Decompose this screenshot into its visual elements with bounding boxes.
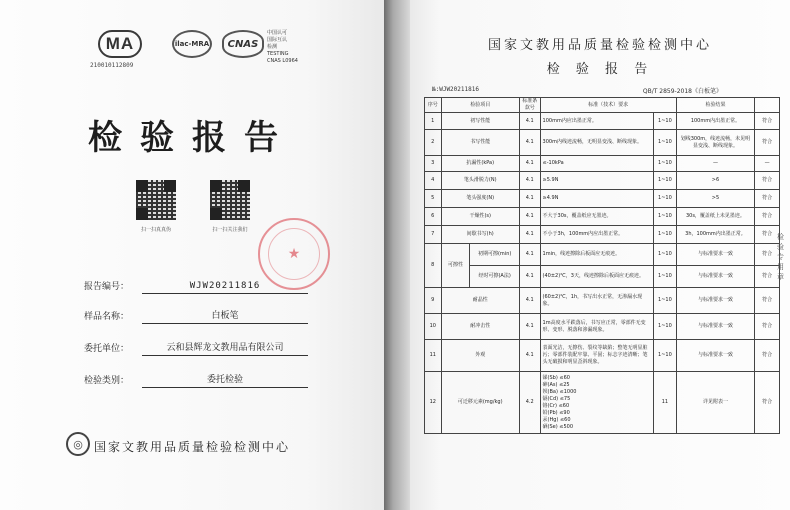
table-cell: 表面光洁，无擦伤、裂纹等缺陷；整笔无明显脏污；零部件装配牢靠、平固；标志字迹清晰；笔头无破损和明显歪斜现象。 (540, 340, 654, 372)
table-row (425, 208, 780, 226)
table-cell: 与标准要求一致 (676, 288, 754, 314)
table-cell: 不小于3h，100mm内应出墨正常。 (540, 226, 654, 244)
table-cell: 间歇书写(h) (441, 226, 519, 244)
field-value: 委托检验 (142, 372, 308, 388)
table-cell: 符合 (755, 113, 780, 130)
table-cell: 符合 (755, 314, 780, 340)
table-cell: 与标准要求一致 (676, 244, 754, 266)
ilac-mra-logo (172, 30, 214, 58)
table-row (425, 340, 780, 372)
table-cell: 4.1 (519, 156, 540, 172)
table-header-row (425, 98, 780, 113)
report-cover-page (0, 0, 384, 510)
book-gutter (384, 0, 410, 510)
table-row (425, 314, 780, 340)
table-cell: 10 (425, 314, 442, 340)
table-cell: 300m内线迹流畅，无明显变浅、断线现象。 (540, 130, 654, 156)
qr-code-icon[interactable] (210, 180, 250, 220)
cma-logo (90, 30, 154, 69)
table-cell: 4.1 (519, 244, 540, 266)
table-cell: 1~10 (654, 208, 677, 226)
report-title: 检 验 报 告 (546, 62, 654, 77)
table-cell: 书写性能 (441, 130, 519, 156)
red-inspection-seal-icon: ★ (258, 218, 330, 290)
table-cell: 可迁移元素(mg/kg) (441, 372, 519, 434)
center-seal-icon: ◎ (66, 432, 90, 456)
report-detail-page (410, 0, 790, 510)
table-cell: 1~10 (654, 156, 677, 172)
table-cell: 符合 (755, 244, 780, 266)
table-cell: 1m高度水平跌落后，书写应正常，零部件无变形、变形、脱落和渗漏现象。 (540, 314, 654, 340)
table-row (425, 190, 780, 208)
table-cell: 笔头强度(N) (441, 190, 519, 208)
table-cell: 1 (425, 113, 442, 130)
table-cell: 符合 (755, 172, 780, 190)
table-row (425, 156, 780, 172)
table-cell: 符合 (755, 288, 780, 314)
side-stamp-mark: 检 验 专 用 章 (777, 233, 784, 281)
table-cell: 与标准要求一致 (676, 266, 754, 288)
cnas-mark: CNAS (222, 30, 264, 58)
table-cell: 4.1 (519, 314, 540, 340)
table-cell: 4.1 (519, 340, 540, 372)
report-org-header: 国家文教用品质量检验检测中心 (487, 38, 712, 53)
table-cell: 30s，覆盖纸上未见墨迹。 (676, 208, 754, 226)
table-cell: >6 (676, 172, 754, 190)
table-cell: ≥4.9N (540, 190, 654, 208)
table-cell: 详见附表一 (676, 372, 754, 434)
table-cell: 4.1 (519, 208, 540, 226)
table-cell: 7 (425, 226, 442, 244)
table-cell: ≤-10kPa (540, 156, 654, 172)
field-client (84, 338, 308, 356)
table-cell: 符合 (755, 340, 780, 372)
element-limit: 砷(As) ≤25 (542, 381, 570, 388)
report-standard: QB/T 2859-2018《白板笔》 (642, 88, 722, 95)
qr-caption: 扫一扫关注我们 (212, 227, 248, 233)
field-label: 报告编号： (84, 282, 130, 292)
table-cell: 符合 (755, 266, 780, 288)
table-cell: (40±2)℃，3天，线迹擦除后板面应无痕迹。 (540, 266, 654, 288)
qr-code-icon[interactable] (136, 180, 176, 220)
table-cell: 抗漏性(kPa) (441, 156, 519, 172)
col-header: 检验项目 (441, 98, 519, 113)
table-cell: 12 (425, 372, 442, 434)
col-header (755, 98, 780, 113)
table-cell: 11 (425, 340, 442, 372)
qr-follow[interactable] (200, 180, 260, 233)
field-value: 云和县辉龙文教用品有限公司 (142, 340, 308, 356)
cnas-caption: 中国认可 国际互认 检测 TESTING CNAS L0964 (267, 30, 298, 64)
table-cell: 耐晶性 (441, 288, 519, 314)
table-cell: 1~10 (654, 288, 677, 314)
table-cell: 5 (425, 190, 442, 208)
field-inspection-type (84, 370, 308, 388)
table-cell: 划线300m，线迹流畅，未见明显变浅、断线现象。 (676, 130, 754, 156)
field-value: 白板笔 (142, 308, 308, 324)
table-cell: 1~10 (654, 190, 677, 208)
cover-footer-org: 国家文教用品质量检验检测中心 (94, 440, 291, 454)
table-row (425, 130, 780, 156)
table-cell: 4.2 (519, 372, 540, 434)
table-cell: 可擦性 (441, 244, 470, 288)
table-cell: 11 (654, 372, 677, 434)
table-row (425, 172, 780, 190)
field-label: 检验类别： (84, 376, 130, 386)
field-label: 委托单位： (84, 344, 130, 354)
table-cell: 初写性能 (441, 113, 519, 130)
table-cell: 1~10 (654, 340, 677, 372)
col-header: 标准条款号 (519, 98, 540, 113)
table-cell: >5 (676, 190, 754, 208)
ilac-mark: ilac-MRA (172, 30, 212, 58)
table-cell: 1~10 (654, 172, 677, 190)
table-cell: 2 (425, 130, 442, 156)
table-cell: 4.1 (519, 190, 540, 208)
table-cell: 符合 (755, 130, 780, 156)
element-limit: 硒(Se) ≤500 (542, 423, 574, 430)
table-row (425, 226, 780, 244)
table-cell: 1~10 (654, 244, 677, 266)
table-cell: 3 (425, 156, 442, 172)
table-cell: 4 (425, 172, 442, 190)
col-header: 序号 (425, 98, 442, 113)
table-cell (540, 372, 654, 434)
table-cell: 外观 (441, 340, 519, 372)
cnas-logo (222, 30, 332, 65)
table-cell: 符合 (755, 190, 780, 208)
table-cell: 1~10 (654, 113, 677, 130)
table-cell: 100mm内应出墨正常。 (540, 113, 654, 130)
field-label: 样品名称： (84, 312, 130, 322)
report-number: №:WJW20211816 (432, 86, 479, 93)
col-header: 检验结果 (676, 98, 754, 113)
table-cell: — (755, 156, 780, 172)
table-cell: 初期可擦(min) (470, 244, 520, 266)
field-value: WJW20211816 (142, 281, 308, 294)
table-cell: 1min，线迹擦除后板面应无痕迹。 (540, 244, 654, 266)
table-cell: 4.1 (519, 113, 540, 130)
qr-caption: 扫一扫真真伪 (140, 227, 171, 233)
table-cell: 1~10 (654, 226, 677, 244)
element-limit: 锑(Sb) ≤60 (542, 374, 570, 381)
qr-verify[interactable] (126, 180, 186, 233)
table-row (425, 244, 780, 266)
element-limit: 汞(Hg) ≤60 (542, 416, 571, 423)
table-cell: 符合 (755, 208, 780, 226)
col-header: 标准（技术）要求 (540, 98, 676, 113)
table-row (425, 266, 780, 288)
element-limit: 铬(Cr) ≤60 (542, 402, 570, 409)
table-cell: 4.1 (519, 130, 540, 156)
cma-code: 210010112809 (90, 62, 134, 69)
cover-title: 检验报告 (88, 118, 296, 158)
table-cell: 1~10 (654, 266, 677, 288)
table-cell: 4.1 (519, 266, 540, 288)
table-cell: 8 (425, 244, 442, 288)
table-cell: 符合 (755, 372, 780, 434)
element-limit: 铅(Pb) ≤90 (542, 409, 570, 416)
table-cell: 4.1 (519, 172, 540, 190)
table-cell: 符合 (755, 226, 780, 244)
table-cell: 100mm内出墨正常。 (676, 113, 754, 130)
table-cell: 不大于30s，覆盖纸应无墨迹。 (540, 208, 654, 226)
table-cell: 9 (425, 288, 442, 314)
inspection-table (424, 97, 780, 434)
table-cell: 4.1 (519, 226, 540, 244)
table-row (425, 113, 780, 130)
table-cell: 4.1 (519, 288, 540, 314)
field-report-number (84, 276, 308, 294)
table-cell: 与标准要求一致 (676, 314, 754, 340)
report-meta (432, 86, 782, 96)
table-cell: 与标准要求一致 (676, 340, 754, 372)
table-cell: 干燥性(s) (441, 208, 519, 226)
table-cell: (60±2)℃，1h，书写出水正常，无渗漏水现象。 (540, 288, 654, 314)
table-cell: 6 (425, 208, 442, 226)
table-cell: 耐冲击性 (441, 314, 519, 340)
cma-mark: MA (98, 30, 142, 58)
field-sample-name (84, 306, 308, 324)
table-cell: ≥5.9N (540, 172, 654, 190)
table-cell: — (676, 156, 754, 172)
table-cell: 3h，100mm内出墨正常。 (676, 226, 754, 244)
element-limit: 镉(Cd) ≤75 (542, 395, 571, 402)
table-cell: 1~10 (654, 130, 677, 156)
certification-logos (90, 30, 340, 80)
table-row (425, 372, 780, 434)
table-row (425, 288, 780, 314)
table-cell: 经时可擦(A法) (470, 266, 520, 288)
table-cell: 1~10 (654, 314, 677, 340)
element-limit: 钡(Ba) ≤1000 (542, 388, 577, 395)
table-cell: 笔头滑脱力(N) (441, 172, 519, 190)
